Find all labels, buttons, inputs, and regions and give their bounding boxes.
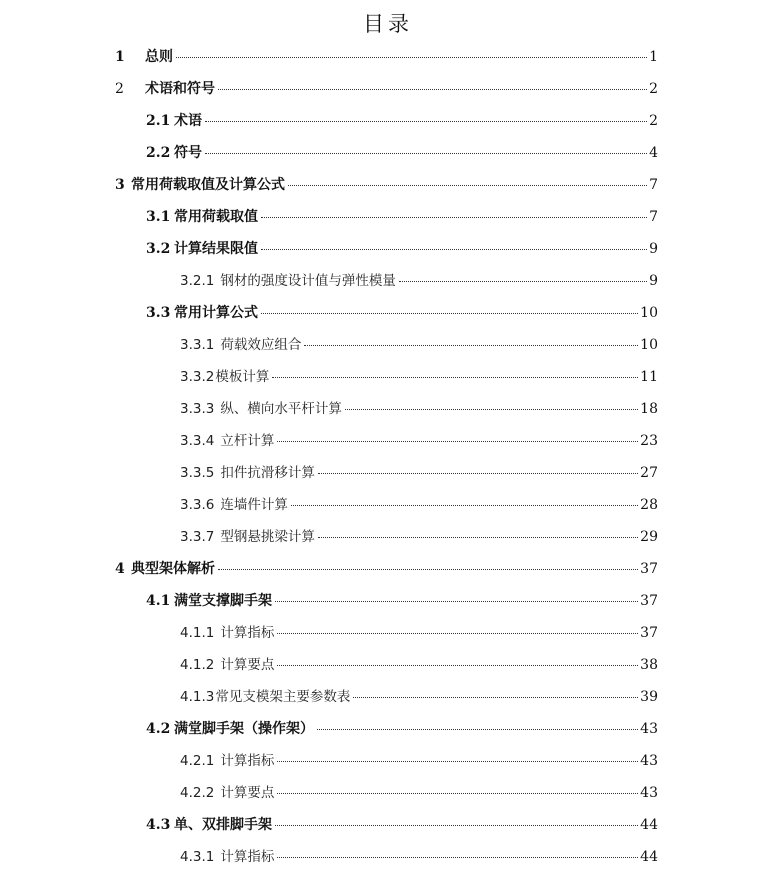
toc-leader bbox=[277, 665, 638, 666]
toc-entry-3-3-6[interactable] bbox=[180, 496, 658, 514]
toc-entry-3-3[interactable] bbox=[146, 304, 658, 322]
toc-entry-3-3-4[interactable] bbox=[180, 432, 658, 450]
toc-entry-4-2[interactable] bbox=[146, 720, 658, 738]
toc-number: 2 bbox=[115, 81, 124, 97]
toc-entry-3-3-1[interactable] bbox=[180, 336, 658, 354]
toc-page: 18 bbox=[640, 401, 658, 417]
toc-number: 3.3.3 bbox=[180, 401, 215, 417]
toc-page: 44 bbox=[640, 817, 658, 833]
toc-page: 10 bbox=[640, 337, 658, 353]
toc-entry-2-1[interactable] bbox=[146, 112, 658, 130]
toc-label: 满堂支撑脚手架 bbox=[174, 593, 272, 609]
toc-label: 单、双排脚手架 bbox=[174, 817, 272, 833]
toc-label: 连墙件计算 bbox=[220, 497, 288, 513]
toc-label: 型钢悬挑梁计算 bbox=[220, 529, 315, 545]
toc-number: 3.3.1 bbox=[180, 337, 215, 353]
toc-number: 3.3.5 bbox=[180, 465, 215, 481]
toc-label: 钢材的强度设计值与弹性模量 bbox=[220, 273, 396, 289]
toc-number: 2.2 bbox=[146, 145, 171, 161]
toc-label: 荷载效应组合 bbox=[220, 337, 302, 353]
toc-label: 模板计算 bbox=[215, 369, 270, 385]
toc-number: 3.3.4 bbox=[180, 433, 215, 449]
toc-leader bbox=[291, 505, 638, 506]
toc-entry-2[interactable] bbox=[115, 80, 658, 98]
toc-leader bbox=[275, 601, 638, 602]
toc-entry-3-2-1[interactable] bbox=[180, 272, 658, 290]
toc-leader bbox=[345, 409, 638, 410]
toc-number: 4.2.2 bbox=[180, 785, 215, 801]
toc-leader bbox=[218, 569, 638, 570]
toc-label: 立杆计算 bbox=[220, 433, 275, 449]
toc-page: 7 bbox=[649, 177, 658, 193]
toc-number: 3 bbox=[115, 177, 125, 193]
toc-entry-2-2[interactable] bbox=[146, 144, 658, 162]
toc-number: 2.1 bbox=[146, 113, 171, 129]
toc-leader bbox=[277, 761, 638, 762]
toc-entry-3-3-7[interactable] bbox=[180, 528, 658, 546]
toc-entry-3-1[interactable] bbox=[146, 208, 658, 226]
toc-entry-3-2[interactable] bbox=[146, 240, 658, 258]
toc-leader bbox=[399, 281, 647, 282]
toc-number: 4.1.2 bbox=[180, 657, 215, 673]
toc-entry-4-1-3[interactable] bbox=[180, 688, 658, 706]
toc-entry-4-2-1[interactable] bbox=[180, 752, 658, 770]
toc-entry-4-1-2[interactable] bbox=[180, 656, 658, 674]
toc-page: 39 bbox=[640, 689, 658, 705]
toc-label: 符号 bbox=[174, 145, 202, 161]
toc-label: 扣件抗滑移计算 bbox=[220, 465, 315, 481]
toc-number: 4.3.1 bbox=[180, 849, 215, 865]
toc-number: 3.3.7 bbox=[180, 529, 215, 545]
toc-page: 43 bbox=[640, 753, 658, 769]
toc-entry-4-3-1[interactable] bbox=[180, 848, 658, 866]
toc-label: 满堂脚手架（操作架） bbox=[174, 721, 314, 737]
toc-page: 43 bbox=[640, 785, 658, 801]
toc-page: 1 bbox=[649, 49, 658, 65]
toc-number: 4.2.1 bbox=[180, 753, 215, 769]
toc-leader bbox=[218, 89, 647, 90]
page-title: 目录 bbox=[363, 12, 413, 36]
toc-leader bbox=[277, 441, 638, 442]
toc-leader bbox=[275, 825, 638, 826]
toc-label: 计算结果限值 bbox=[174, 241, 258, 257]
toc-number: 4.2 bbox=[146, 721, 171, 737]
toc-entry-4[interactable] bbox=[115, 560, 658, 578]
toc-leader bbox=[304, 345, 638, 346]
toc-leader bbox=[261, 313, 638, 314]
toc-page: 28 bbox=[640, 497, 658, 513]
toc-leader bbox=[277, 857, 638, 858]
toc-page: 29 bbox=[640, 529, 658, 545]
toc-number: 3.2 bbox=[146, 241, 171, 257]
toc-leader bbox=[205, 121, 647, 122]
toc-label: 纵、横向水平杆计算 bbox=[220, 401, 342, 417]
toc-number: 3.3 bbox=[146, 305, 171, 321]
toc-page: 38 bbox=[640, 657, 658, 673]
toc-entry-4-1-1[interactable] bbox=[180, 624, 658, 642]
toc-number: 3.1 bbox=[146, 209, 171, 225]
toc-page: 4 bbox=[649, 145, 658, 161]
toc-label: 典型架体解析 bbox=[131, 561, 215, 577]
toc-number: 1 bbox=[115, 49, 125, 65]
toc-leader bbox=[272, 377, 638, 378]
toc-label: 常用计算公式 bbox=[174, 305, 258, 321]
toc-page: 43 bbox=[640, 721, 658, 737]
toc-entry-3-3-2[interactable] bbox=[180, 368, 658, 386]
toc-number: 4 bbox=[115, 561, 125, 577]
toc-entry-3-3-3[interactable] bbox=[180, 400, 658, 418]
toc-number: 4.1 bbox=[146, 593, 171, 609]
toc-page: 2 bbox=[649, 113, 658, 129]
toc-number: 3.3.6 bbox=[180, 497, 215, 513]
toc-entry-4-1[interactable] bbox=[146, 592, 658, 610]
toc-label: 计算指标 bbox=[220, 625, 275, 641]
toc-page: 9 bbox=[649, 241, 658, 257]
toc-page: 2 bbox=[649, 81, 658, 97]
toc-leader bbox=[277, 793, 638, 794]
toc-leader bbox=[277, 633, 638, 634]
toc-page: 37 bbox=[640, 625, 658, 641]
toc-page: 37 bbox=[640, 561, 658, 577]
toc-leader bbox=[318, 473, 638, 474]
toc-leader bbox=[317, 729, 638, 730]
toc-label: 总则 bbox=[145, 49, 173, 65]
toc-page: 10 bbox=[640, 305, 658, 321]
toc-leader bbox=[288, 185, 647, 186]
toc-page: 37 bbox=[640, 593, 658, 609]
toc-label: 计算指标 bbox=[220, 753, 275, 769]
toc-entry-3[interactable] bbox=[115, 176, 658, 194]
toc-number: 3.2.1 bbox=[180, 273, 215, 289]
toc-label: 常见支模架主要参数表 bbox=[215, 689, 351, 705]
toc-page: 27 bbox=[640, 465, 658, 481]
toc-entry-3-3-5[interactable] bbox=[180, 464, 658, 482]
toc-label: 计算要点 bbox=[220, 785, 275, 801]
toc-page: 23 bbox=[640, 433, 658, 449]
toc-number: 4.3 bbox=[146, 817, 171, 833]
toc-label: 术语 bbox=[174, 113, 202, 129]
toc-label: 常用荷载取值及计算公式 bbox=[131, 177, 285, 193]
toc-leader bbox=[318, 537, 638, 538]
toc-label: 术语和符号 bbox=[145, 81, 215, 97]
toc-leader bbox=[176, 57, 647, 58]
toc-leader bbox=[261, 249, 647, 250]
toc-label: 计算指标 bbox=[220, 849, 275, 865]
toc-label: 计算要点 bbox=[220, 657, 275, 673]
toc-leader bbox=[261, 217, 647, 218]
toc-number: 4.1.1 bbox=[180, 625, 215, 641]
toc-entry-4-2-2[interactable] bbox=[180, 784, 658, 802]
toc-page: 44 bbox=[640, 849, 658, 865]
toc-leader bbox=[353, 697, 638, 698]
toc-page: 7 bbox=[649, 209, 658, 225]
toc-entry-1[interactable] bbox=[115, 48, 658, 66]
toc-page: 11 bbox=[640, 369, 658, 385]
toc-number: 3.3.2 bbox=[180, 369, 215, 385]
toc-label: 常用荷载取值 bbox=[174, 209, 258, 225]
toc-leader bbox=[205, 153, 647, 154]
toc-entry-4-3[interactable] bbox=[146, 816, 658, 834]
toc-page: 9 bbox=[649, 273, 658, 289]
toc-number: 4.1.3 bbox=[180, 689, 215, 705]
